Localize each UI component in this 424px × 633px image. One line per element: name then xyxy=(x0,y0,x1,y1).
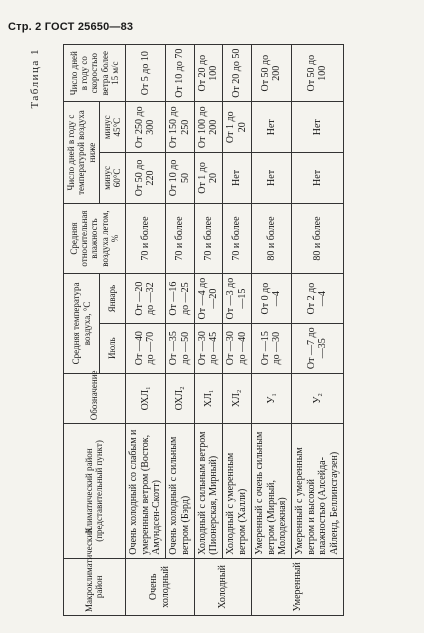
humidity-cell: 70 и более xyxy=(194,203,223,274)
header-designation: Обозначение xyxy=(64,373,126,424)
region-cell: Очень холодный со слабым и умеренным ветром (Восток, Амундсен-Скотт) xyxy=(125,424,165,558)
table-row xyxy=(291,45,343,616)
humidity-cell: 80 и более xyxy=(251,203,291,274)
table-row xyxy=(251,45,291,616)
minus45-cell: Нет xyxy=(251,102,291,153)
header-macro-region: Макроклиматический район xyxy=(64,558,126,615)
table-row xyxy=(194,45,223,616)
july-cell: От —30 до —40 xyxy=(223,323,252,373)
climate-table xyxy=(63,44,344,616)
january-cell: От —4 до —20 xyxy=(194,274,223,324)
humidity-cell: 70 и более xyxy=(223,203,252,274)
july-cell: От —15 до —30 xyxy=(251,323,291,373)
wind-cell: От 20 до 50 xyxy=(223,45,252,102)
macro-cell: Умеренный xyxy=(251,558,343,615)
minus45-cell: От 1 до 20 xyxy=(223,102,252,153)
january-cell: От —16 до —25 xyxy=(166,274,195,324)
header-wind-days: Число дней в году со скоростью ветра более 15 м/с xyxy=(64,45,126,102)
minus60-cell: Нет xyxy=(291,153,343,204)
code-cell: ОХЛ₂ xyxy=(166,373,195,424)
table-row xyxy=(166,45,195,616)
january-cell: От 0 до —4 xyxy=(251,274,291,324)
minus45-cell: От 100 до 200 xyxy=(194,102,223,153)
minus45-cell: От 150 до 250 xyxy=(166,102,195,153)
wind-cell: От 20 до 100 xyxy=(194,45,223,102)
humidity-cell: 70 и более xyxy=(125,203,165,274)
code-cell: У₁ xyxy=(251,373,291,424)
table-row xyxy=(223,45,252,616)
code-cell: ХЛ₁ xyxy=(194,373,223,424)
july-cell: От —7 до —35 xyxy=(291,323,343,373)
header-minus60: минус 60°С xyxy=(100,153,126,204)
table-row xyxy=(125,45,165,616)
july-cell: От —35 до —50 xyxy=(166,323,195,373)
wind-cell: От 50 до 200 xyxy=(251,45,291,102)
january-cell: От —3 до —15 xyxy=(223,274,252,324)
code-cell: ХЛ₂ xyxy=(223,373,252,424)
minus60-cell: От 1 до 20 xyxy=(194,153,223,204)
header-july: Июль xyxy=(100,323,126,373)
wind-cell: От 50 до 100 xyxy=(291,45,343,102)
header-minus45: минус 45°С xyxy=(100,102,126,153)
header-avg-temp: Средняя температура воздуха, °С xyxy=(64,274,100,373)
region-cell: Холодный с умеренным ветром (Халли) xyxy=(223,424,252,558)
header-humidity: Средняя относительная влажность воздуха летом, % xyxy=(64,203,126,274)
macro-cell: Холодный xyxy=(194,558,251,615)
humidity-cell: 80 и более xyxy=(291,203,343,274)
header-days-temp: Число дней в году с температурой воздуха ниже xyxy=(64,102,100,203)
minus60-cell: Нет xyxy=(223,153,252,204)
july-cell: От —30 до —45 xyxy=(194,323,223,373)
region-cell: Умеренный с очень сильным ветром (Мирный, Молодежная) xyxy=(251,424,291,558)
january-cell: От —20 до —32 xyxy=(125,274,165,324)
code-cell: У₂ xyxy=(291,373,343,424)
minus60-cell: Нет xyxy=(251,153,291,204)
humidity-cell: 70 и более xyxy=(166,203,195,274)
rotated-table-block xyxy=(29,44,344,616)
region-cell: Умеренный с умеренным ветром и высокой влажностью (Алсейда-Айленд, Беллинсгаузен) xyxy=(291,424,343,558)
header-row-1 xyxy=(64,45,100,616)
header-january: Январь xyxy=(100,274,126,324)
july-cell: От —40 до —70 xyxy=(125,323,165,373)
region-cell: Холодный с сильным ветром (Пионерская, Мирный) xyxy=(194,424,223,558)
minus60-cell: От 50 до 220 xyxy=(125,153,165,204)
minus60-cell: От 10 до 50 xyxy=(166,153,195,204)
table-caption: Таблица 1 xyxy=(29,48,41,109)
wind-cell: От 10 до 70 xyxy=(166,45,195,102)
region-cell: Очень холодный с сильным ветром (Бэрд) xyxy=(166,424,195,558)
header-climatic-region: Климатический район (представительный пункт) xyxy=(64,424,126,558)
code-cell: ОХЛ₁ xyxy=(125,373,165,424)
minus45-cell: Нет xyxy=(291,102,343,153)
minus45-cell: От 250 до 300 xyxy=(125,102,165,153)
wind-cell: От 5 до 10 xyxy=(125,45,165,102)
january-cell: От 2 до —4 xyxy=(291,274,343,324)
macro-cell: Очень холодный xyxy=(125,558,194,615)
page-header: Стр. 2 ГОСТ 25650—83 xyxy=(8,21,134,33)
